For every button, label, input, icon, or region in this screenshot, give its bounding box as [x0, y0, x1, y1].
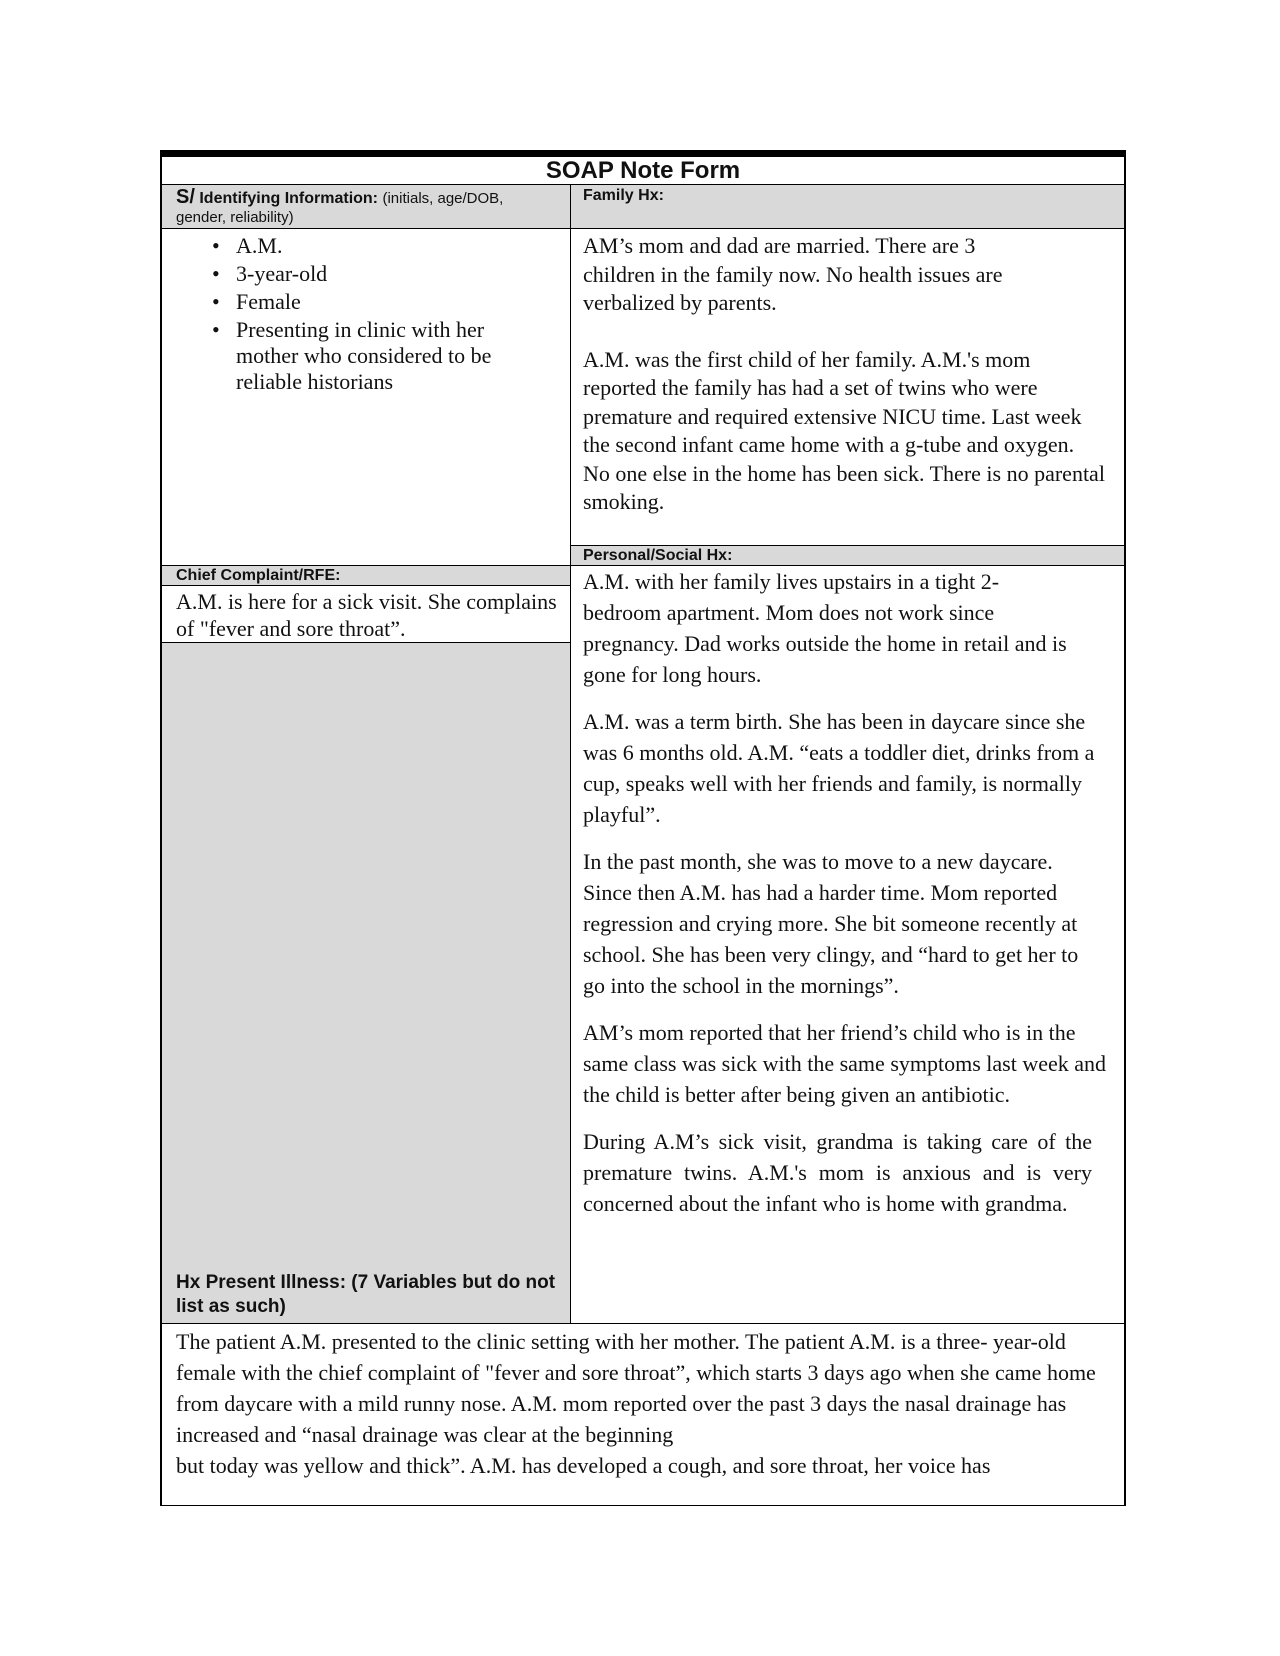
chief-complaint-text: A.M. is here for a sick visit. She complains of "fever and sore throat”.	[176, 589, 557, 641]
family-hx-header	[570, 185, 1126, 229]
personal-social-paragraph-4: AM’s mom reported that her friend’s child who is in the same class was sick with the same symptoms last week and the child is better after being given an antibiotic.	[583, 1020, 1107, 1107]
identifying-hint: (initials, age/DOB,	[382, 190, 504, 207]
family-hx-paragraph-2: A.M. was the first child of her family. A.M.'s mom reported the family has had a set of twins who were premature and required extensive NICU time. Last week the second infant came home with a g-tube and oxygen. No one else in the home has been sick. There is no parental smoking.	[583, 346, 1105, 514]
hpi-text-continued: but today was yellow and thick”. A.M. has developed a cough, and sore throat, her voice has	[176, 1453, 991, 1478]
personal-social-hx-content	[570, 566, 1126, 1323]
identifying-label: Identifying Information:	[199, 190, 379, 207]
section-prefix: S/	[176, 186, 195, 208]
top-rule	[160, 150, 1126, 157]
bullet-age: • 3-year-old	[212, 261, 328, 286]
personal-social-hx-label: Personal/Social Hx:	[583, 547, 733, 564]
identifying-bullet-list	[162, 233, 570, 395]
personal-social-paragraph-5: During A.M’s sick visit, grandma is taking care of the premature twins. A.M.'s mom is anxious and is very concerned about the infant who is home with grandma.	[583, 1129, 1092, 1216]
identifying-info-content	[160, 229, 570, 565]
family-hx-label: Family Hx:	[583, 187, 664, 204]
hpi-content	[160, 1323, 1126, 1506]
hpi-text: The patient A.M. presented to the clinic setting with her mother. The patient A.M. is a three- year-old female with the chief complaint of "fever and sore throat”, which starts 3 days ago when she came home from daycare with a mild runny nose. A.M. mom reported over the past 3 days the nasal drainage has increased and “nasal drainage was clear at the beginning	[176, 1329, 1096, 1447]
chief-complaint-content	[160, 586, 570, 643]
personal-social-hx-header	[570, 545, 1126, 566]
personal-social-paragraph-3: In the past month, she was to move to a new daycare. Since then A.M. has had a harder time. Mom reported regression and crying more. She bit someone recently at school. She has been very clingy, and “hard to get her to go into the school in the mornings”.	[583, 849, 1079, 998]
identifying-info-header	[160, 185, 570, 229]
hpi-label: Hx Present Illness: (7 Variables but do not list as such)	[176, 1272, 556, 1317]
identifying-hint-continued: gender, reliability)	[176, 209, 294, 226]
chief-complaint-header	[160, 565, 570, 586]
form-title: SOAP Note Form	[160, 157, 1126, 185]
personal-social-paragraph-1: A.M. with her family lives upstairs in a tight 2-bedroom apartment. Mom does not work since pregnancy. Dad works outside the home in retail and is gone for long hours.	[583, 569, 1067, 687]
personal-social-paragraph-2: A.M. was a term birth. She has been in daycare since she was 6 months old. A.M. “eats a toddler diet, drinks from a cup, speaks well with her friends and family, is normally playful”.	[583, 709, 1095, 827]
bullet-initials: • A.M.	[212, 233, 283, 258]
bullet-gender: • Female	[212, 289, 301, 314]
family-hx-paragraph-1: AM’s mom and dad are married. There are 3 children in the family now. No health issues are verbalized by parents.	[583, 233, 1003, 315]
chief-complaint-label: Chief Complaint/RFE:	[176, 567, 341, 584]
bullet-reliability: • Presenting in clinic with her mother who considered to be reliable historians	[212, 317, 492, 394]
family-hx-content	[570, 229, 1126, 545]
hpi-header	[160, 643, 570, 1323]
